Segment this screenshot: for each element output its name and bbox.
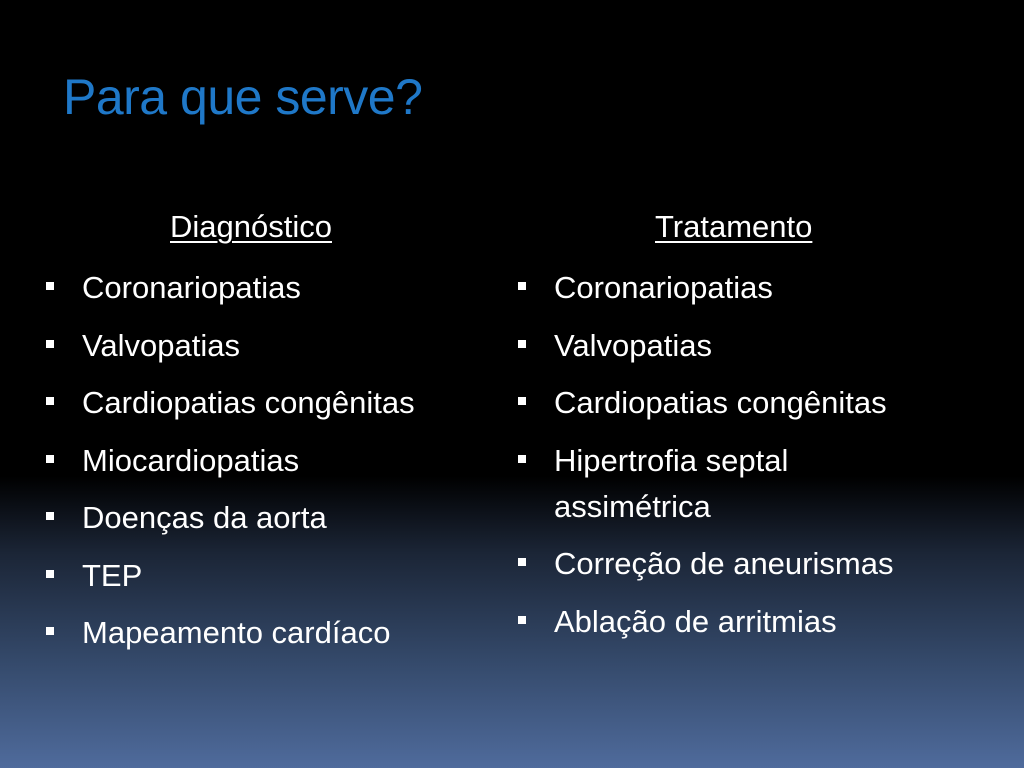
square-bullet-icon [46,627,54,635]
slide-title: Para que serve? [63,69,423,125]
list-item: Mapeamento cardíaco [44,610,484,656]
square-bullet-icon [46,397,54,405]
list-item: Valvopatias [516,323,966,369]
list-diagnostico [44,265,484,656]
list-item: Coronariopatias [516,265,966,311]
square-bullet-icon [518,558,526,566]
square-bullet-icon [46,512,54,520]
square-bullet-icon [518,340,526,348]
square-bullet-icon [518,397,526,405]
square-bullet-icon [518,455,526,463]
square-bullet-icon [46,570,54,578]
list-item: Valvopatias [44,323,484,369]
column-diagnostico [44,206,484,668]
list-item: Doenças da aorta [44,495,484,541]
square-bullet-icon [518,616,526,624]
square-bullet-icon [46,455,54,463]
list-item: Hipertrofia septal assimétrica [516,438,884,530]
list-item: Coronariopatias [44,265,484,311]
list-tratamento [516,265,966,645]
square-bullet-icon [518,282,526,290]
list-item: TEP [44,553,484,599]
list-item: Cardiopatias congênitas [516,380,966,426]
square-bullet-icon [46,340,54,348]
square-bullet-icon [46,282,54,290]
column-heading-tratamento: Tratamento [655,209,813,244]
list-item: Cardiopatias congênitas [44,380,484,426]
list-item: Correção de aneurismas [516,541,966,587]
column-tratamento [516,206,966,656]
list-item: Ablação de arritmias [516,599,966,645]
list-item: Miocardiopatias [44,438,484,484]
column-heading-diagnostico: Diagnóstico [170,209,332,244]
